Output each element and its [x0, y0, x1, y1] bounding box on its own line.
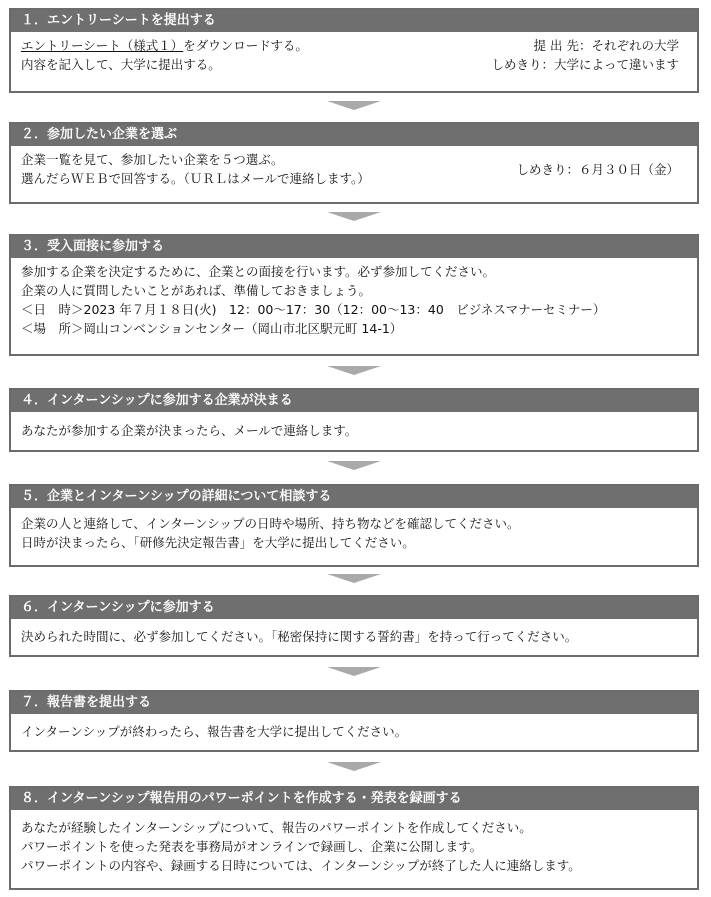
- step-2-title: ２．参加したい企業を選ぶ: [11, 124, 697, 146]
- down-arrow-icon: [327, 574, 381, 583]
- step-4-line-1: あなたが参加する企業が決まったら、メールで連絡します。: [21, 423, 358, 438]
- step-5-box: [9, 484, 699, 567]
- step-8-line-2: パワーポイントを使った発表を事務局がオンラインで録画し、企業に公開します。: [21, 839, 483, 854]
- step-2-deadline: しめきり：６月３０日（金）: [516, 162, 679, 177]
- step-1-deadline: しめきり：大学によって違います: [491, 57, 679, 72]
- step-6-box: [9, 595, 699, 657]
- down-arrow-icon: [327, 461, 381, 470]
- step-3-body: [11, 258, 697, 338]
- step-4-body: [11, 412, 697, 440]
- step-1-box: [9, 8, 699, 93]
- step-1-destination: 提 出 先：それぞれの大学: [533, 38, 679, 53]
- step-3-datetime: ＜日 時＞2023 年７月１８日(火) 12：00～17：30（12：00～13：40 ビジネスマナーセミナー）: [21, 302, 606, 317]
- entry-sheet-form-link[interactable]: エントリーシート（様式１）: [21, 38, 184, 53]
- step-8-line-1: あなたが経験したインターンシップについて、報告のパワーポイントを作成してください。: [21, 820, 532, 835]
- down-arrow-icon: [327, 667, 381, 676]
- step-3-title: ３．受入面接に参加する: [11, 236, 697, 258]
- step-8-body: [11, 810, 697, 875]
- step-1-line-1-text: をダウンロードする。: [183, 38, 308, 53]
- step-2-line-2: 選んだらＷＥＢで回答する。（ＵＲＬはメールで連絡します。）: [21, 171, 370, 186]
- step-2-line-1: 企業一覧を見て、参加したい企業を５つ選ぶ。: [21, 152, 284, 167]
- down-arrow-icon: [327, 366, 381, 375]
- step-1-body: [11, 32, 697, 74]
- step-5-line-2: 日時が決まったら、「研修先決定報告書」を大学に提出してください。: [21, 535, 415, 550]
- step-6-title: ６．インターンシップに参加する: [11, 597, 697, 619]
- step-7-line-1: インターンシップが終わったら、報告書を大学に提出してください。: [21, 724, 408, 739]
- step-2-box: [9, 122, 699, 204]
- step-7-title: ７．報告書を提出する: [11, 692, 697, 714]
- step-3-line-1: 参加する企業を決定するために、企業との面接を行います。必ず参加してください。: [21, 264, 496, 279]
- step-7-body: [11, 714, 697, 741]
- step-6-line-1: 決められた時間に、必ず参加してください。「秘密保持に関する誓約書」を持って行ってください。: [21, 629, 578, 644]
- step-7-box: [9, 690, 699, 752]
- step-5-body: [11, 508, 697, 552]
- step-4-box: [9, 388, 699, 452]
- step-5-title: ５．企業とインターンシップの詳細について相談する: [11, 486, 697, 508]
- step-8-box: [9, 786, 699, 890]
- step-8-line-3: パワーポイントの内容や、録画する日時については、インターンシップが終了した人に連絡します。: [21, 858, 581, 873]
- step-1-title: １．エントリーシートを提出する: [11, 10, 697, 32]
- step-4-title: ４．インターンシップに参加する企業が決まる: [11, 390, 697, 412]
- step-3-line-2: 企業の人に質問したいことがあれば、準備しておきましょう。: [21, 283, 372, 298]
- down-arrow-icon: [327, 762, 381, 771]
- step-6-body: [11, 619, 697, 646]
- down-arrow-icon: [327, 212, 381, 221]
- step-3-box: [9, 234, 699, 356]
- down-arrow-icon: [327, 101, 381, 110]
- step-3-location: ＜場 所＞岡山コンベンションセンター（岡山市北区駅元町 14-1）: [21, 321, 403, 336]
- step-5-line-1: 企業の人と連絡して、インターンシップの日時や場所、持ち物などを確認してください。: [21, 516, 520, 531]
- step-2-body: [11, 146, 697, 188]
- step-8-title: ８．インターンシップ報告用のパワーポイントを作成する・発表を録画する: [11, 788, 697, 810]
- step-1-line-2: 内容を記入して、大学に提出する。: [21, 57, 221, 72]
